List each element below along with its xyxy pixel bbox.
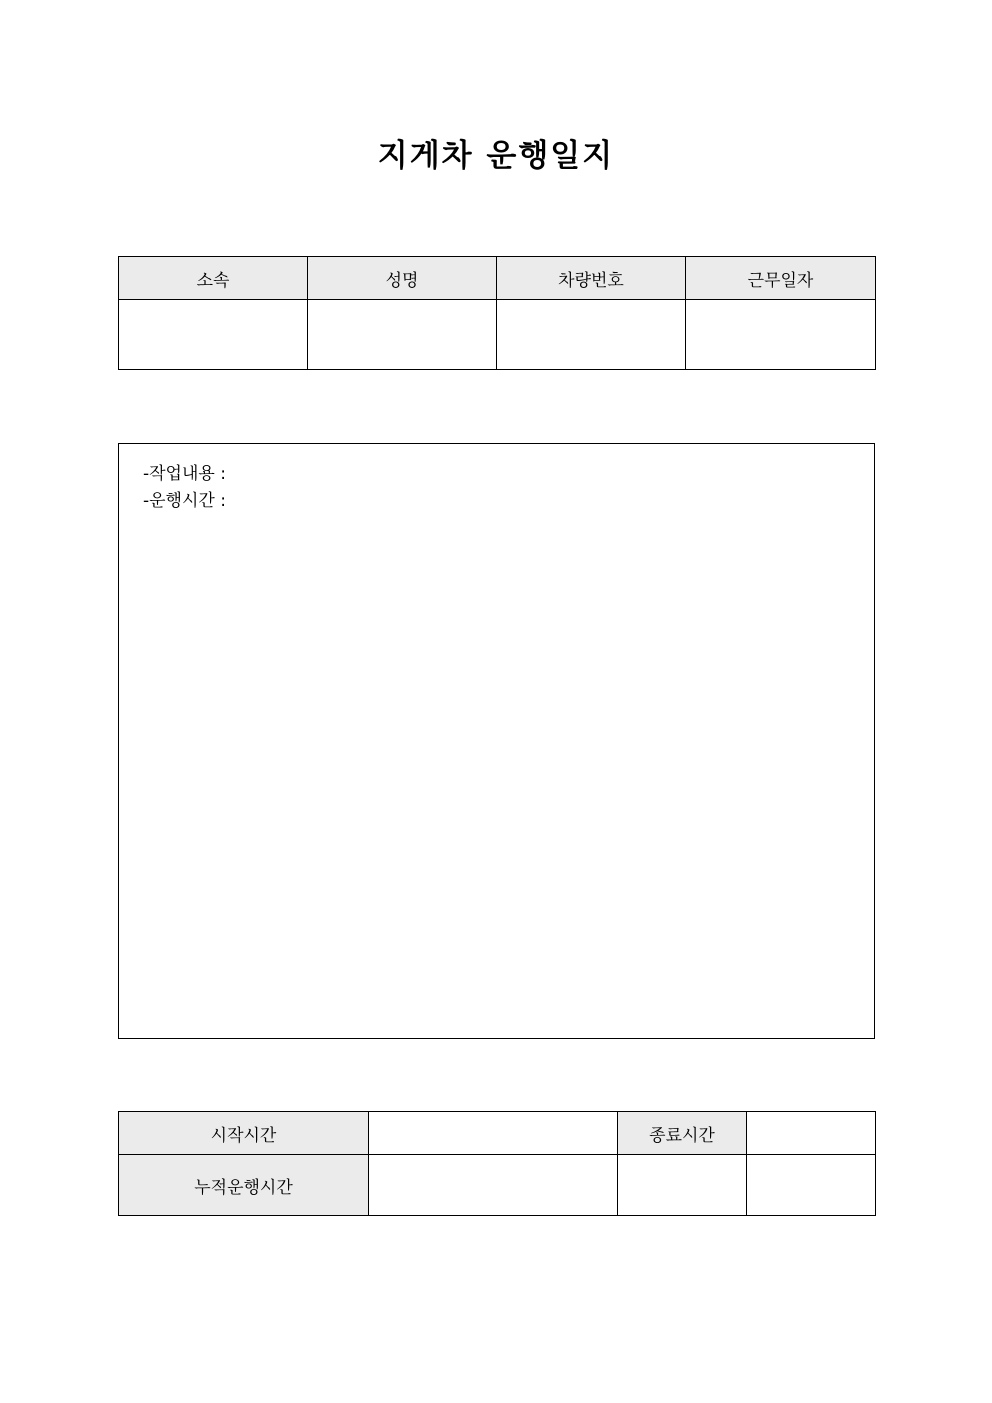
operation-time-label: -운행시간 : bbox=[143, 491, 226, 511]
header-affiliation: 소속 bbox=[119, 257, 308, 300]
header-name: 성명 bbox=[308, 257, 497, 300]
page-title: 지게차 운행일지 bbox=[377, 138, 615, 174]
header-work-date: 근무일자 bbox=[686, 257, 876, 300]
extra-field-1[interactable] bbox=[618, 1155, 747, 1216]
work-content-box[interactable] bbox=[118, 443, 875, 1039]
vehicle-number-field[interactable] bbox=[497, 300, 686, 370]
end-time-field[interactable] bbox=[747, 1112, 876, 1155]
start-time-field[interactable] bbox=[369, 1112, 618, 1155]
work-date-field[interactable] bbox=[686, 300, 876, 370]
header-vehicle-number: 차량번호 bbox=[497, 257, 686, 300]
name-field[interactable] bbox=[308, 300, 497, 370]
total-operation-time-field[interactable] bbox=[369, 1155, 618, 1216]
time-table bbox=[118, 1111, 876, 1216]
work-content-label: -작업내용 : bbox=[143, 464, 226, 484]
start-time-label: 시작시간 bbox=[119, 1112, 369, 1155]
total-operation-time-label: 누적운행시간 bbox=[119, 1155, 369, 1216]
end-time-label: 종료시간 bbox=[618, 1112, 747, 1155]
affiliation-field[interactable] bbox=[119, 300, 308, 370]
info-table bbox=[118, 256, 876, 370]
extra-field-2[interactable] bbox=[747, 1155, 876, 1216]
